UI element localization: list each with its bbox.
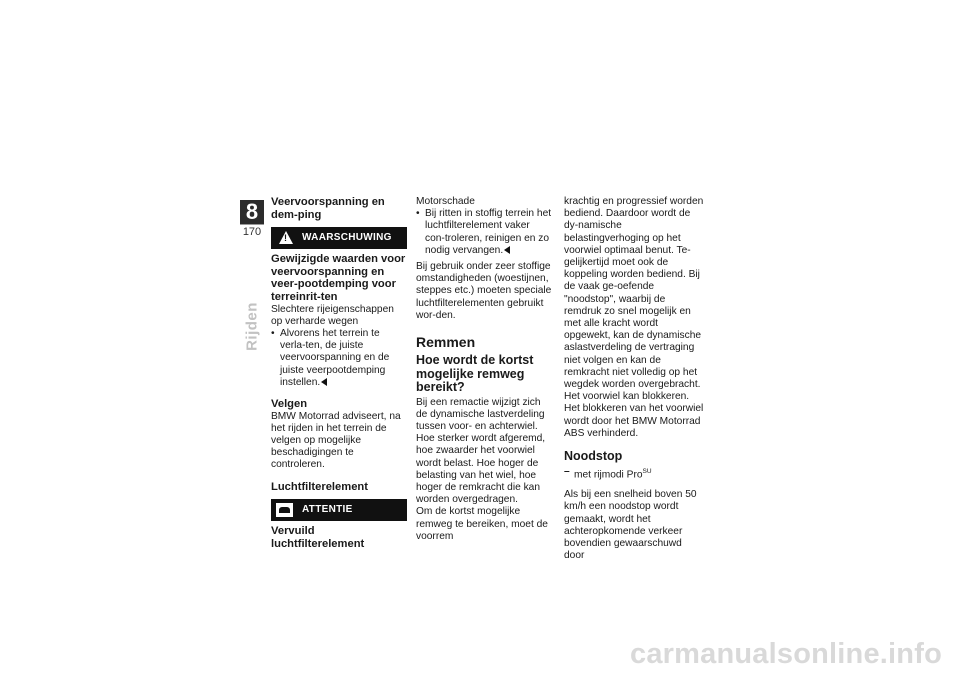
noodstop-intro-text: krachtig en progressief worden bediend. Daardoor wordt de dy-namische belastingverhoging op het voorwiel optimaal benut. Te-gelijkertijd moet ook de koppeling worden bediend. Bij de vaak ge-oefende "noodstop", waarbij de remdruk zo snel mogelijk en met alle kracht wordt opgewekt, kan de dynamische aslastverdeling de vertraging niet volgen en kan de remkracht niet volledig op het wegdek worden overgebracht. [564,196,704,391]
attention-title: Vervuild luchtfilterelement [271,525,365,550]
motorcycle-icon [276,503,293,517]
luchtfilter-bullet-text: Bij ritten in stoffig terrein het luchtfilterelement vaker con-troleren, reinigen en zo nodig vervangen. [425,208,552,256]
section-remmen: Remmen [416,334,476,351]
motorschade-text: Motorschade [416,196,475,207]
warning-banner [271,227,407,249]
noodstop-text: Als bij een snelheid boven 50 km/h een noodstop wordt gemaakt, wordt het achteropkomende verkeer bovendien gewaarschuwd door [564,489,697,562]
attention-label: ATTENTIE [302,504,353,516]
chapter-title [240,302,264,351]
warning-bullet-text: Alvorens het terrein te verla-ten, de juiste veervoorspanning en de juiste veerpootdemping instellen. [280,327,390,388]
end-mark-icon [321,378,327,386]
option-line [564,466,704,482]
luchtfilter-bullet [416,208,552,257]
heading-veervoorspanning: Veervoorspanning en dem-ping [271,196,385,221]
stoffig-text: Bij gebruik onder zeer stoffige omstandigheden (woestijnen, steppes etc.) moeten speciale luchtfilterelementen gebruikt wor-den. [416,261,552,321]
blokkeren-text: Het voorwiel kan blokkeren. [564,391,690,403]
page-number: 170 [240,224,264,238]
warning-triangle-icon [279,231,293,244]
warning-text: Slechtere rijeigenschappen op verharde wegen [271,303,394,327]
watermark-text: carmanualsonline.info [630,638,942,670]
option-sup: SU [642,467,652,475]
abs-text: Het blokkeren van het voorwiel wordt door het BMW Motorrad ABS verhinderd. [564,403,704,439]
warning-label: WAARSCHUWING [302,232,392,244]
warning-bullet [271,328,407,389]
subsection-remweg: Hoe wordt de kortst mogelijke remweg bereikt? [416,353,534,395]
heading-luchtfilter: Luchtfilterelement [271,480,368,493]
attention-banner [271,499,407,521]
end-mark-icon [504,246,510,254]
voorrem-text: Om de kortst mogelijke remweg te bereiken, moet de voorrem [416,506,548,542]
remactie-text: Bij een remactie wijzigt zich de dynamische lastverdeling tussen voor- en achterwiel. Hoe sterker wordt afgeremd, hoe zwaarder het voorwiel wordt belast. Hoe hoger de belasting van het wiel, hoe hoger de remkracht die kan worden overgedragen. [416,396,546,506]
heading-velgen: Velgen [271,397,308,410]
velgen-text: BMW Motorrad adviseert, na het rijden in het terrein de velgen op mogelijke beschadigingen te controleren. [271,410,401,471]
chapter-number: 8 [240,200,264,224]
option-text: met rijmodi Pro [574,468,643,480]
warning-title: Gewijzigde waarden voor veervoorspanning en veer-pootdemping voor terreinrit-ten [271,253,406,303]
column-2 [416,196,552,543]
column-3 [564,196,704,562]
column-1 [271,196,407,550]
heading-noodstop: Noodstop [564,449,623,464]
chapter-title-text: Rijden [243,302,261,351]
